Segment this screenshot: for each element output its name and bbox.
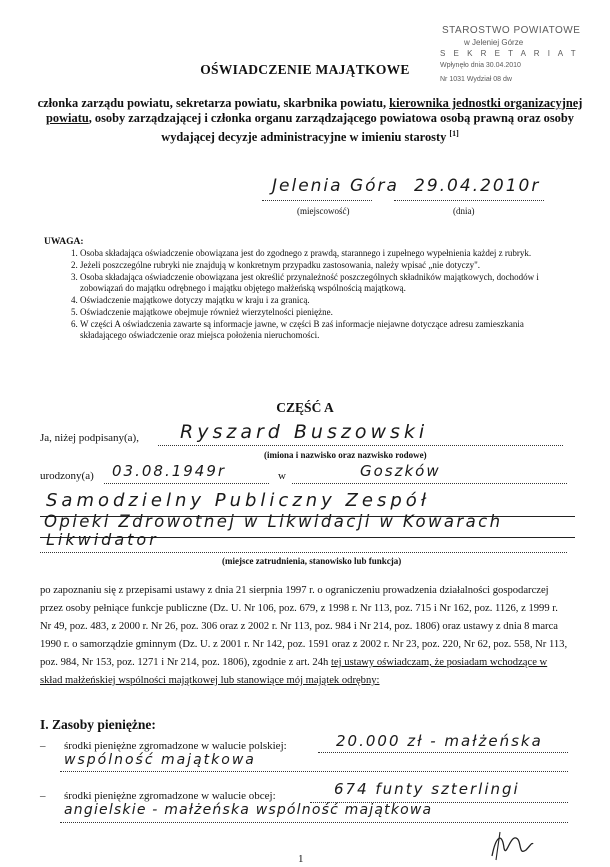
foreign-dash: – — [40, 790, 46, 802]
document-title: OŚWIADCZENIE MAJĄTKOWE — [200, 62, 410, 77]
pln-dotted-line — [318, 752, 568, 753]
section-1-heading: I. Zasoby pieniężne: — [40, 717, 156, 732]
legal-text-underlined: tej ustawy oświadczam, że posiadam wchodzące w skład małżeńskiej wspólności majątkowej lub stanowiące mój majątek odrębny: — [40, 657, 548, 686]
born-dotted-line — [104, 483, 269, 484]
notes-heading: UWAGA: — [44, 237, 84, 247]
place-label: (miejscowość) — [297, 206, 350, 216]
note-item: 3. Osoba składająca oświadczenie obowiązana jest określić przynależność poszczególnych składników majątkowych, dochodów i zobowiązań do majątku odrębnego i majątku objętego małżeńską wspólnością majątkową. — [80, 272, 560, 294]
employment-line-1: Samodzielny Publiczny Zespół — [46, 490, 430, 511]
pln-continued-dotted-line — [60, 771, 568, 772]
born-in-label: w — [278, 470, 286, 482]
date-dotted-line — [394, 200, 544, 201]
declarant-label: Ja, niżej podpisany(a), — [40, 432, 139, 444]
birthplace-dotted-line — [292, 483, 567, 484]
born-date-value: 03.08.1949r — [112, 462, 227, 480]
foreign-continued-dotted-line — [60, 822, 568, 823]
pln-value-continued: wspólność majątkowa — [64, 752, 256, 768]
birthplace-value: Goszków — [360, 462, 441, 480]
note-item: 5. Oświadczenie majątkowe obejmuje również wierzytelności pieniężne. — [80, 307, 560, 318]
note-item: 4. Oświadczenie majątkowe dotyczy majątku w kraju i za granicą. — [80, 295, 560, 306]
stamp-secretariat: S E K R E T A R I A T — [440, 49, 579, 58]
place-value: Jelenia Góra — [272, 176, 399, 196]
page-number: 1 — [298, 853, 304, 865]
subtitle-part1: członka zarządu powiatu, sekretarza powiatu, skarbnika powiatu, — [37, 96, 390, 110]
pln-dash: – — [40, 740, 46, 752]
stamp-received-date: Wpłynęło dnia 30.04.2010 — [440, 62, 521, 69]
stamp-office: STAROSTWO POWIATOWE — [442, 25, 581, 36]
signature-initials — [486, 826, 536, 864]
foreign-label: środki pieniężne zgromadzone w walucie obcej: — [64, 790, 276, 802]
date-value: 29.04.2010r — [414, 176, 541, 196]
stamp-city: w Jeleniej Górze — [464, 38, 524, 47]
declarant-name-value: Ryszard Buszowski — [180, 421, 429, 443]
notes-list — [64, 248, 560, 342]
note-item: 2. Jeżeli poszczególne rubryki nie znajdują w konkretnym przypadku zastosowania, należy wpisać „nie dotyczy". — [80, 260, 560, 271]
name-dotted-line — [158, 445, 563, 446]
pln-label: środki pieniężne zgromadzone w walucie polskiej: — [64, 740, 287, 752]
legal-text: po zapoznaniu się z przepisami ustawy z dnia 21 sierpnia 1997 r. o ograniczeniu prowadzenia działalności gospodarczej przez osoby pełniące funkcje publiczne (Dz. U. Nr 106, poz. 679, z 1998 r. Nr 113, poz. 715 i Nr 162, poz. 1126, z 1999 r. Nr 49, poz. 483, z 2000 r. Nr 26, poz. 306 oraz z 2002 r. Nr 113, poz. 984 i Nr 214, poz. 1806) oraz ustawy z dnia 8 marca 1990 r. o samorządzie gminnym (Dz. U. z 2001 r. Nr 142, poz. 1591 oraz z 2002 r. Nr 23, poz. 220, Nr 62, poz. 558, Nr 113, poz. 984, Nr 153, poz. 1271 i Nr 214, poz. 1806), zgodnie z art. 24h — [40, 585, 568, 668]
note-item: 1. Osoba składająca oświadczenie obowiązana jest do zgodnego z prawdą, starannego i zupełnego wypełnienia każdej z rubryk. — [80, 248, 560, 259]
place-dotted-line — [262, 200, 372, 201]
pln-value: 20.000 zł - małżeńska — [336, 732, 543, 750]
employment-dotted-line — [40, 552, 567, 553]
document-subtitle — [30, 96, 590, 145]
legal-paragraph — [40, 582, 570, 690]
foreign-value-continued: angielskie - małżeńska wspólność majątkowa — [64, 802, 433, 818]
stamp-number: Nr 1031 Wydział 08 dw — [440, 76, 512, 83]
date-label: (dnia) — [453, 206, 475, 216]
employment-line-2: Opieki Zdrowotnej w Likwidacji w Kowarach — [44, 512, 503, 531]
employment-label: (miejsce zatrudnienia, stanowisko lub funkcja) — [222, 556, 402, 566]
name-label: (imiona i nazwisko oraz nazwisko rodowe) — [264, 450, 427, 460]
employment-line-3: Likwidator — [46, 530, 159, 549]
note-item: 6. W części A oświadczenia zawarte są informacje jawne, w części B zaś informacje niejawne dotyczące adresu zamieszkania składającego oświadczenie oraz miejsca położenia nieruchomości. — [80, 319, 560, 341]
subtitle-underlined: kierownika jednostki organizacyjnej powiatu — [46, 96, 583, 125]
subtitle-footnote: [1] — [449, 129, 459, 138]
foreign-value: 674 funty szterlingi — [334, 780, 520, 798]
born-label: urodzony(a) — [40, 470, 94, 482]
subtitle-part3: , osoby zarządzającej i członka organu zarządzającego powiatowa osobą prawną oraz osoby wydającej decyzje administracyjne w imieniu starosty — [88, 111, 574, 145]
part-a-heading: CZĘŚĆ A — [276, 400, 334, 415]
